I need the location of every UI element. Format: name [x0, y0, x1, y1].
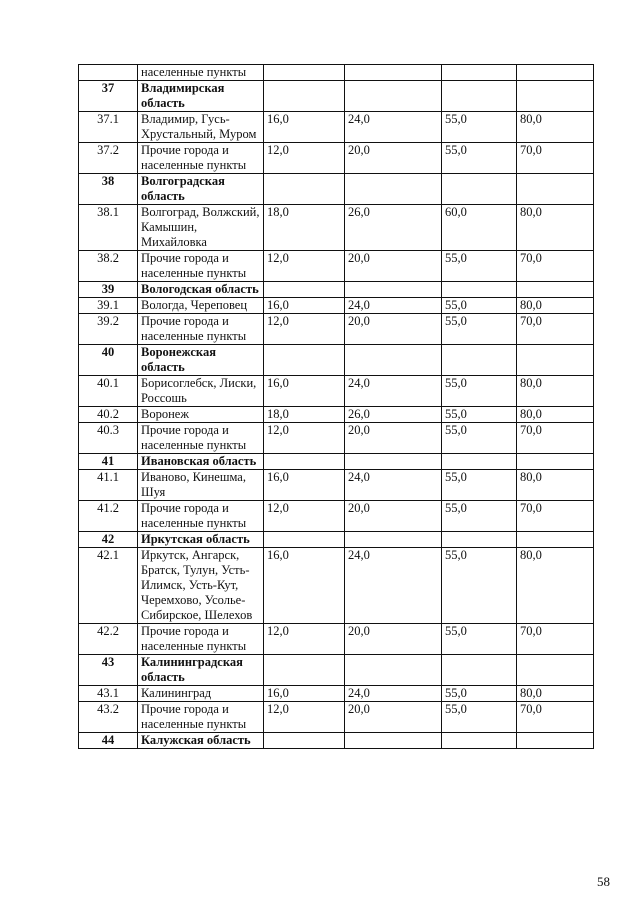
value-cell-v3: [442, 81, 517, 112]
row-number-cell: 39.2: [79, 314, 138, 345]
locality-cell: Прочие города и населенные пункты: [138, 702, 264, 733]
page-number: 58: [597, 874, 610, 889]
value-cell-v2: [345, 345, 442, 376]
value-cell-v3: 60,0: [442, 205, 517, 251]
value-cell-v3: 55,0: [442, 112, 517, 143]
value-cell-v3: 55,0: [442, 314, 517, 345]
value-cell-v3: [442, 733, 517, 749]
locality-cell: Волгоградская область: [138, 174, 264, 205]
value-cell-v4: [517, 174, 594, 205]
value-cell-v4: 70,0: [517, 423, 594, 454]
value-cell-v4: 70,0: [517, 251, 594, 282]
row-number-cell: 37: [79, 81, 138, 112]
table-row: [79, 298, 594, 314]
table-row: [79, 624, 594, 655]
value-cell-v3: 55,0: [442, 376, 517, 407]
value-cell-v4: 70,0: [517, 624, 594, 655]
value-cell-v4: 70,0: [517, 702, 594, 733]
table-row: [79, 702, 594, 733]
value-cell-v2: 24,0: [345, 686, 442, 702]
value-cell-v1: 18,0: [264, 205, 345, 251]
value-cell-v4: [517, 454, 594, 470]
value-cell-v4: 80,0: [517, 298, 594, 314]
value-cell-v2: 24,0: [345, 112, 442, 143]
table-row: [79, 423, 594, 454]
locality-cell: Иваново, Кинешма, Шуя: [138, 470, 264, 501]
value-cell-v3: 55,0: [442, 702, 517, 733]
row-number-cell: 38.2: [79, 251, 138, 282]
value-cell-v3: 55,0: [442, 501, 517, 532]
value-cell-v4: [517, 655, 594, 686]
row-number-cell: 41: [79, 454, 138, 470]
region-header-row: [79, 282, 594, 298]
value-cell-v2: [345, 655, 442, 686]
value-cell-v4: [517, 81, 594, 112]
value-cell-v3: 55,0: [442, 143, 517, 174]
value-cell-v3: [442, 454, 517, 470]
value-cell-v2: 26,0: [345, 407, 442, 423]
region-header-row: [79, 81, 594, 112]
locality-cell: Прочие города и населенные пункты: [138, 143, 264, 174]
value-cell-v3: [442, 345, 517, 376]
value-cell-v2: 20,0: [345, 702, 442, 733]
table-row: [79, 686, 594, 702]
value-cell-v1: 12,0: [264, 423, 345, 454]
row-number-cell: 42.1: [79, 548, 138, 624]
value-cell-v1: [264, 345, 345, 376]
value-cell-v4: 80,0: [517, 205, 594, 251]
row-number-cell: 42: [79, 532, 138, 548]
value-cell-v3: [442, 532, 517, 548]
locality-cell: Воронеж: [138, 407, 264, 423]
locality-cell: Вологда, Череповец: [138, 298, 264, 314]
value-cell-v2: [345, 733, 442, 749]
region-header-row: [79, 655, 594, 686]
value-cell-v4: 80,0: [517, 112, 594, 143]
value-cell-v3: 55,0: [442, 251, 517, 282]
value-cell-v2: [345, 81, 442, 112]
locality-cell: населенные пункты: [138, 65, 264, 81]
value-cell-v2: [345, 174, 442, 205]
value-cell-v1: 16,0: [264, 686, 345, 702]
locality-cell: Прочие города и населенные пункты: [138, 314, 264, 345]
value-cell-v2: 20,0: [345, 423, 442, 454]
locality-cell: Ивановская область: [138, 454, 264, 470]
value-cell-v1: 18,0: [264, 407, 345, 423]
value-cell-v3: 55,0: [442, 470, 517, 501]
value-cell-v1: 16,0: [264, 470, 345, 501]
value-cell-v2: 20,0: [345, 314, 442, 345]
value-cell-v4: 70,0: [517, 501, 594, 532]
locality-cell: Воронежская область: [138, 345, 264, 376]
table-row: [79, 548, 594, 624]
value-cell-v1: 12,0: [264, 314, 345, 345]
value-cell-v2: 20,0: [345, 624, 442, 655]
value-cell-v3: 55,0: [442, 407, 517, 423]
table-row: [79, 251, 594, 282]
value-cell-v1: 16,0: [264, 298, 345, 314]
region-header-row: [79, 174, 594, 205]
value-cell-v3: [442, 655, 517, 686]
value-cell-v1: 16,0: [264, 112, 345, 143]
value-cell-v4: [517, 345, 594, 376]
table-row: [79, 314, 594, 345]
row-number-cell: 38: [79, 174, 138, 205]
row-number-cell: 41.1: [79, 470, 138, 501]
value-cell-v3: 55,0: [442, 548, 517, 624]
value-cell-v4: 70,0: [517, 143, 594, 174]
value-cell-v2: [345, 65, 442, 81]
table-row: [79, 407, 594, 423]
tariff-table: [78, 64, 594, 749]
row-number-cell: 41.2: [79, 501, 138, 532]
locality-cell: Прочие города и населенные пункты: [138, 624, 264, 655]
value-cell-v2: [345, 454, 442, 470]
row-number-cell: 40.1: [79, 376, 138, 407]
row-number-cell: 43: [79, 655, 138, 686]
locality-cell: Владимир, Гусь-Хрустальный, Муром: [138, 112, 264, 143]
value-cell-v1: 12,0: [264, 251, 345, 282]
value-cell-v3: 55,0: [442, 624, 517, 655]
row-number-cell: 37.2: [79, 143, 138, 174]
row-number-cell: 44: [79, 733, 138, 749]
row-number-cell: 39.1: [79, 298, 138, 314]
locality-cell: Иркутская область: [138, 532, 264, 548]
row-number-cell: 39: [79, 282, 138, 298]
value-cell-v1: 12,0: [264, 143, 345, 174]
locality-cell: Вологодская область: [138, 282, 264, 298]
value-cell-v4: 80,0: [517, 376, 594, 407]
value-cell-v4: 80,0: [517, 548, 594, 624]
row-number-cell: 38.1: [79, 205, 138, 251]
value-cell-v2: 24,0: [345, 470, 442, 501]
value-cell-v1: [264, 733, 345, 749]
value-cell-v2: 24,0: [345, 376, 442, 407]
value-cell-v2: 20,0: [345, 501, 442, 532]
region-header-row: [79, 733, 594, 749]
value-cell-v1: [264, 454, 345, 470]
row-number-cell: [79, 65, 138, 81]
value-cell-v4: 70,0: [517, 314, 594, 345]
value-cell-v2: 20,0: [345, 143, 442, 174]
table-row: [79, 143, 594, 174]
value-cell-v3: [442, 174, 517, 205]
locality-cell: Владимирская область: [138, 81, 264, 112]
row-number-cell: 43.2: [79, 702, 138, 733]
locality-cell: Прочие города и населенные пункты: [138, 423, 264, 454]
value-cell-v1: [264, 81, 345, 112]
value-cell-v4: [517, 282, 594, 298]
region-header-row: [79, 532, 594, 548]
value-cell-v2: 20,0: [345, 251, 442, 282]
locality-cell: Калининград: [138, 686, 264, 702]
locality-cell: Прочие города и населенные пункты: [138, 251, 264, 282]
value-cell-v2: [345, 532, 442, 548]
region-header-row: [79, 454, 594, 470]
locality-cell: Прочие города и населенные пункты: [138, 501, 264, 532]
row-number-cell: 42.2: [79, 624, 138, 655]
value-cell-v4: 80,0: [517, 407, 594, 423]
table-row: [79, 205, 594, 251]
value-cell-v1: [264, 174, 345, 205]
row-number-cell: 43.1: [79, 686, 138, 702]
row-number-cell: 37.1: [79, 112, 138, 143]
locality-cell: Борисоглебск, Лиски, Россошь: [138, 376, 264, 407]
value-cell-v3: [442, 65, 517, 81]
table-row: [79, 470, 594, 501]
value-cell-v1: [264, 655, 345, 686]
locality-cell: Калужская область: [138, 733, 264, 749]
value-cell-v1: 12,0: [264, 702, 345, 733]
value-cell-v4: 80,0: [517, 470, 594, 501]
value-cell-v3: 55,0: [442, 686, 517, 702]
value-cell-v4: [517, 532, 594, 548]
value-cell-v4: [517, 733, 594, 749]
value-cell-v1: 16,0: [264, 548, 345, 624]
value-cell-v1: 16,0: [264, 376, 345, 407]
table-row: [79, 501, 594, 532]
value-cell-v1: [264, 65, 345, 81]
value-cell-v2: 26,0: [345, 205, 442, 251]
value-cell-v1: [264, 282, 345, 298]
locality-cell: Иркутск, Ангарск, Братск, Тулун, Усть-Илимск, Усть-Кут, Черемхово, Усолье-Сибирское, Шелехов: [138, 548, 264, 624]
value-cell-v2: 24,0: [345, 548, 442, 624]
locality-cell: Калининградская область: [138, 655, 264, 686]
value-cell-v1: 12,0: [264, 501, 345, 532]
value-cell-v2: 24,0: [345, 298, 442, 314]
locality-cell: Волгоград, Волжский, Камышин, Михайловка: [138, 205, 264, 251]
row-number-cell: 40.2: [79, 407, 138, 423]
table-row: [79, 376, 594, 407]
value-cell-v1: 12,0: [264, 624, 345, 655]
value-cell-v4: [517, 65, 594, 81]
row-number-cell: 40.3: [79, 423, 138, 454]
row-number-cell: 40: [79, 345, 138, 376]
table-row: [79, 112, 594, 143]
table-row: [79, 65, 594, 81]
value-cell-v2: [345, 282, 442, 298]
table-body: [79, 65, 594, 749]
value-cell-v3: 55,0: [442, 298, 517, 314]
value-cell-v3: 55,0: [442, 423, 517, 454]
region-header-row: [79, 345, 594, 376]
value-cell-v4: 80,0: [517, 686, 594, 702]
value-cell-v1: [264, 532, 345, 548]
value-cell-v3: [442, 282, 517, 298]
